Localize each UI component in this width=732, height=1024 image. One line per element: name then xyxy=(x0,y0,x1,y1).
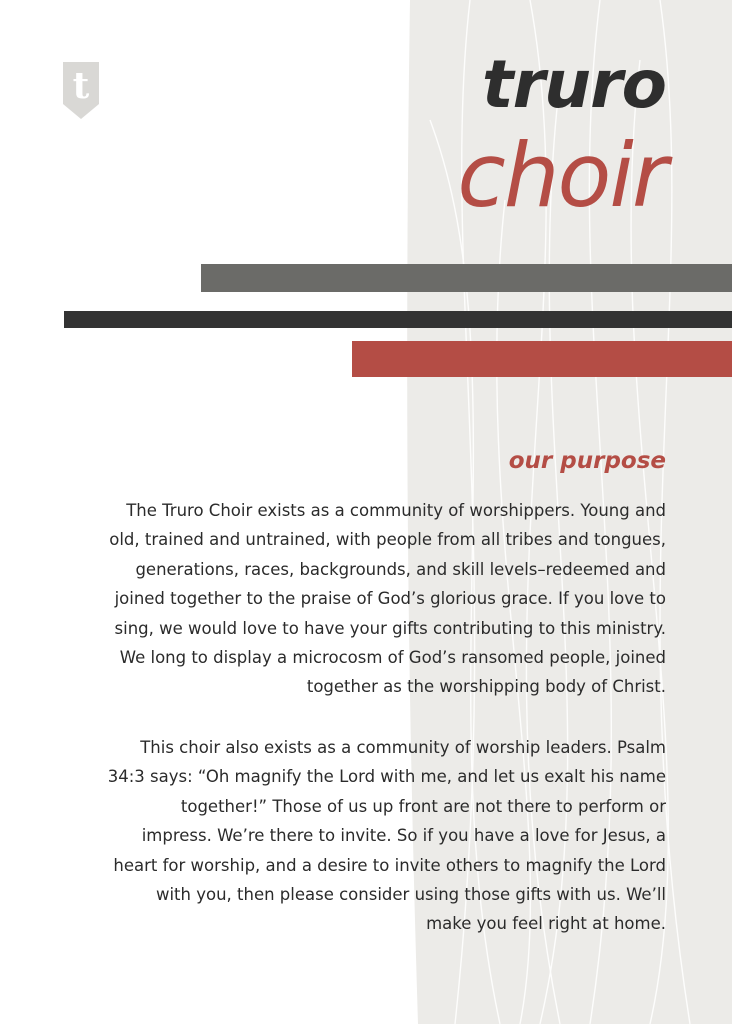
decorative-bar-dark xyxy=(64,311,732,328)
title-truro: truro xyxy=(482,46,666,123)
purpose-paragraph-2: This choir also exists as a community of worship leaders. Psalm 34:3 says: “Oh magnify the Lord with me, and let us exalt his name together!” Those of us up front are not there to perform or impress. We’re there to invite. So if you have a love for Jesus, a heart for worship, and a desire to invite others to magnify the Lord with you, then please consider using those gifts with us. We’ll make you feel right at home. xyxy=(107,738,666,934)
section-heading: our purpose xyxy=(508,448,666,474)
decorative-bar-gray xyxy=(201,264,732,292)
decorative-bar-red xyxy=(352,341,732,377)
title-choir: choir xyxy=(457,124,666,227)
logo-letter: t xyxy=(72,65,90,107)
purpose-paragraph-1: The Truro Choir exists as a community of worshippers. Young and old, trained and untrained, with people from all tribes and tongues, generations, races, backgrounds, and skill levels–redeemed and joined together to the praise of God’s glorious grace. If you love to sing, we would love to have your gifts contributing to this ministry. We long to display a microcosm of God’s ransomed people, joined together as the worshipping body of Christ. xyxy=(109,501,666,697)
truro-shield-logo-icon xyxy=(62,60,100,120)
